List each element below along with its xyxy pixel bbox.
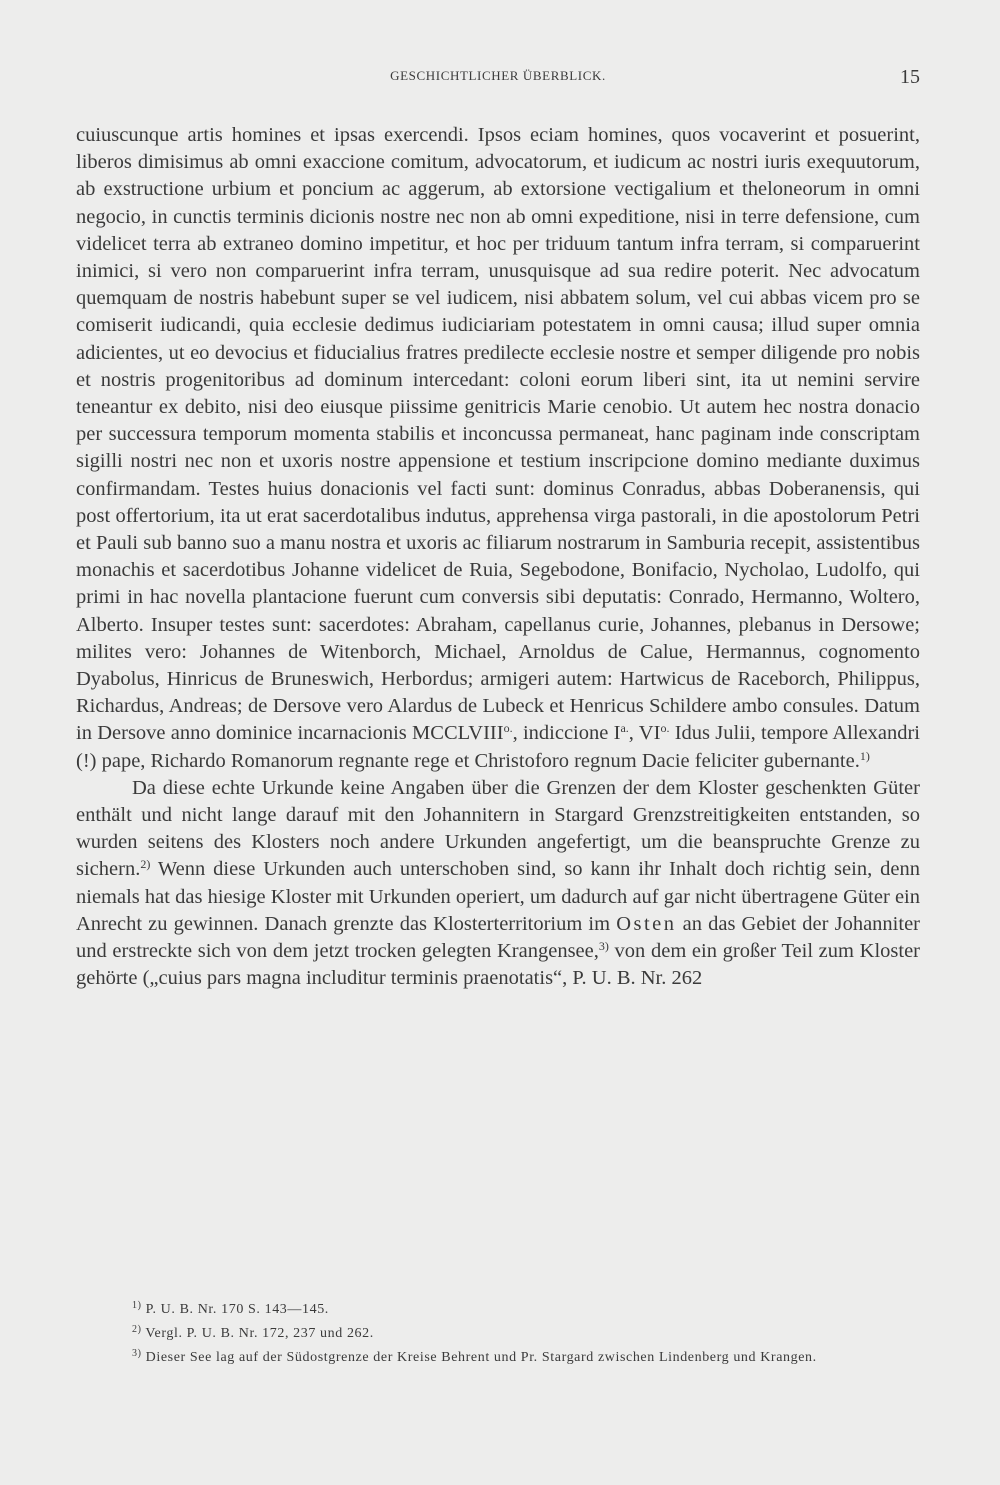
footnote-text: Dieser See lag auf der Südostgrenze der Kreise Behrent und Pr. Stargard zwischen Lindenberg und Krangen.: [145, 1350, 817, 1365]
emphasized-word: Osten: [616, 912, 677, 935]
footnote-reference: 1): [859, 748, 870, 763]
charter-text-end: Idus Julii, tempore Allexandri (!) pape, Richardo Romanorum regnante rege et Christoforo regnum Dacie feliciter gubernante.: [76, 722, 921, 772]
ordinal-mark: o.: [660, 721, 670, 736]
page-header: [76, 68, 920, 92]
commentary-text: Da diese echte Urkunde keine Angaben über die Grenzen der dem Kloster geschenkten Güter enthält und nicht lange darauf mit den Johannitern in Stargard Grenzstreitigkeiten entstanden, so wurden seitens des Klosters noch andere Urkunden angefertigt, um die beanspruchte Grenze zu sichern.: [76, 776, 920, 881]
commentary-text: von dem ein großer Teil zum Kloster gehörte („cuius pars magna includitur terminis praenotatis“, P. U. B. Nr. 262: [76, 940, 920, 990]
commentary-text: an das Gebiet der Johanniter und erstreckte sich von dem jetzt trocken gelegten Krangensee,: [76, 912, 920, 963]
page-number: 15: [900, 66, 920, 88]
footnote-text: P. U. B. Nr. 170 S. 143—145.: [145, 1302, 329, 1317]
paragraph-commentary: [76, 775, 920, 993]
footnote-mark: 2): [132, 1324, 142, 1335]
footnote: [76, 1346, 920, 1370]
footnote-mark: 1): [132, 1300, 142, 1311]
running-head: GESCHICHTLICHER ÜBERBLICK.: [390, 68, 606, 83]
footnotes: [76, 1298, 920, 1370]
charter-text-cont: , indiccione I: [512, 722, 621, 745]
footnote-reference: 3): [598, 939, 609, 954]
commentary-text: Wenn diese Urkunden auch unterschoben sind, so kann ihr Inhalt doch richtig sein, denn niemals hat das hiesige Kloster mit Urkunden operiert, um dadurch auf gar nicht übertragene Güter ein Anrecht zu gewinnen. Danach grenzte das Klosterterritorium im: [76, 858, 920, 935]
footnote-text: Vergl. P. U. B. Nr. 172, 237 und 262.: [145, 1326, 374, 1341]
paragraph-charter-text: [76, 122, 920, 775]
footnote: [76, 1322, 920, 1346]
ordinal-mark: a.: [620, 721, 629, 736]
charter-text-cont: , VI: [628, 722, 661, 745]
footnote: [76, 1298, 920, 1322]
ordinal-mark: o.: [503, 721, 513, 736]
footnote-reference: 2): [140, 857, 151, 872]
footnote-mark: 3): [132, 1348, 142, 1359]
charter-text: cuiuscunque artis homines et ipsas exercendi. Ipsos eciam homines, quos vocaverint et posuerint, liberos dimisimus ab omni exaccione comitum, advocatorum, et iudicum ac nostri iuris exequutorum, ab exstructione urbium et poncium ac aggerum, ab extorsione vectigalium et theloneorum in omni negocio, in cunctis terminis dicionis nostre nec non ab omni expeditione, nisi in terre defensione, cum videlicet terra ab extraneo domino impetitur, et hoc per triduum tantum infra terram, si comparuerint inimici, si vero non comparuerint infra terram, unusquisque ad sua redire poterit. Nec advocatum quemquam de nostris habebunt super se vel iudicem, nisi abbatem solum, vel cui abbas vicem pro se comiserit iudicandi, quia ecclesie dedimus iudiciariam potestatem in omni causa; illud super omnia adicientes, ut eo devocius et fiducialius fratres predilecte ecclesie nostre et semper diligende pro nobis et nostris progenitoribus ad dominum intercedant: coloni eorum liberi sint, ita ut nemini servire teneantur ex debito, nisi deo eiusque piissime genitricis Marie cenobio. Ut autem hec nostra donacio per successura temporum momenta stabilis et inconcussa permaneat, hanc paginam inde conscriptam sigilli nostri nec non et uxoris nostre appensione et testium inscripcione domino mediante duximus confirmandam. Testes huius donacionis vel facti sunt: dominus Conradus, abbas Doberanensis, qui post offertorium, ita ut erat sacerdotalibus indutus, apprehensa virga pastorali, in die apostolorum Petri et Pauli sub banno suo a manu nostra et uxoris ac filiarum nostrarum in Samburia recepit, assistentibus monachis et sacerdotibus Johanne videlicet de Ruia, Segebodone, Bonifacio, Nycholao, Ludolfo, qui primi in hac novella plantacione fuerunt cum conversis sibi deputatis: Conrado, Hermanno, Woltero, Alberto. Insuper testes sunt: sacerdotes: Abraham, capellanus curie, Johannes, plebanus in Dersowe; milites vero: Johannes de Witenborch, Michael, Arnoldus de Calue, Hermannus, cognomento Dyabolus, Hinricus de Bruneswich, Herbordus; armigeri autem: Hartwicus de Raceborch, Philippus, Richardus, Andreas; de Dersove vero Alardus de Lubeck et Henricus Schildere ambo consules. Datum in Dersove anno dominice incarnacionis MCCLVIII: [76, 124, 920, 745]
main-text: [76, 122, 920, 993]
